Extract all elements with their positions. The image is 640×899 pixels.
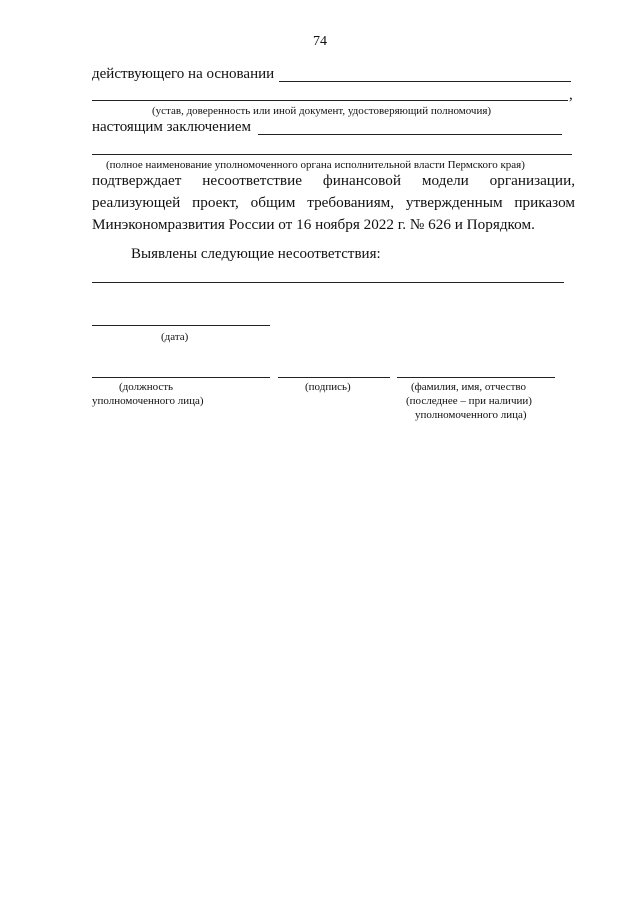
name-caption-line-1: (фамилия, имя, отчество xyxy=(411,381,527,393)
position-blank-line[interactable] xyxy=(92,377,270,378)
paragraph-line-2: реализующей проект, общим требованиям, утвержденным приказом xyxy=(92,194,575,211)
date-blank-line[interactable] xyxy=(92,325,270,326)
basis-caption: (устав, доверенность или иной документ, удостоверяющий полномочия) xyxy=(152,105,492,117)
conclusion-paragraph xyxy=(92,170,575,236)
signature-caption: (подпись) xyxy=(305,381,351,393)
comma: , xyxy=(569,87,573,103)
position-caption xyxy=(92,380,270,408)
basis-blank-line[interactable] xyxy=(279,81,571,82)
page-number: 74 xyxy=(313,34,327,49)
name-blank-line[interactable] xyxy=(397,377,555,378)
conclusion-label: настоящим заключением xyxy=(92,119,252,135)
date-caption: (дата) xyxy=(161,331,189,343)
signature-blank-line[interactable] xyxy=(278,377,390,378)
basis-blank-line-2[interactable] xyxy=(92,100,568,101)
name-caption-line-3: уполномоченного лица) xyxy=(415,409,527,421)
paragraph-line-1: подтверждает несоответствие финансовой модели организации, xyxy=(92,172,575,189)
authority-caption: (полное наименование уполномоченного органа исполнительной власти Пермского края) xyxy=(106,159,525,171)
basis-label: действующего на основании xyxy=(92,66,275,82)
authority-blank-line[interactable] xyxy=(258,134,562,135)
position-caption-line-1: (должность xyxy=(119,381,174,393)
name-caption-line-2: (последнее – при наличии) xyxy=(406,395,532,407)
nonconformities-label: Выявлены следующие несоответствия: xyxy=(131,246,381,262)
authority-blank-line-2[interactable] xyxy=(92,154,572,155)
name-caption xyxy=(406,380,532,422)
paragraph-line-3: Минэкономразвития России от 16 ноября 2022 г. № 626 и Порядком. xyxy=(92,216,535,233)
nonconformities-blank-line[interactable] xyxy=(92,282,564,283)
position-caption-line-2: уполномоченного лица) xyxy=(92,395,204,407)
